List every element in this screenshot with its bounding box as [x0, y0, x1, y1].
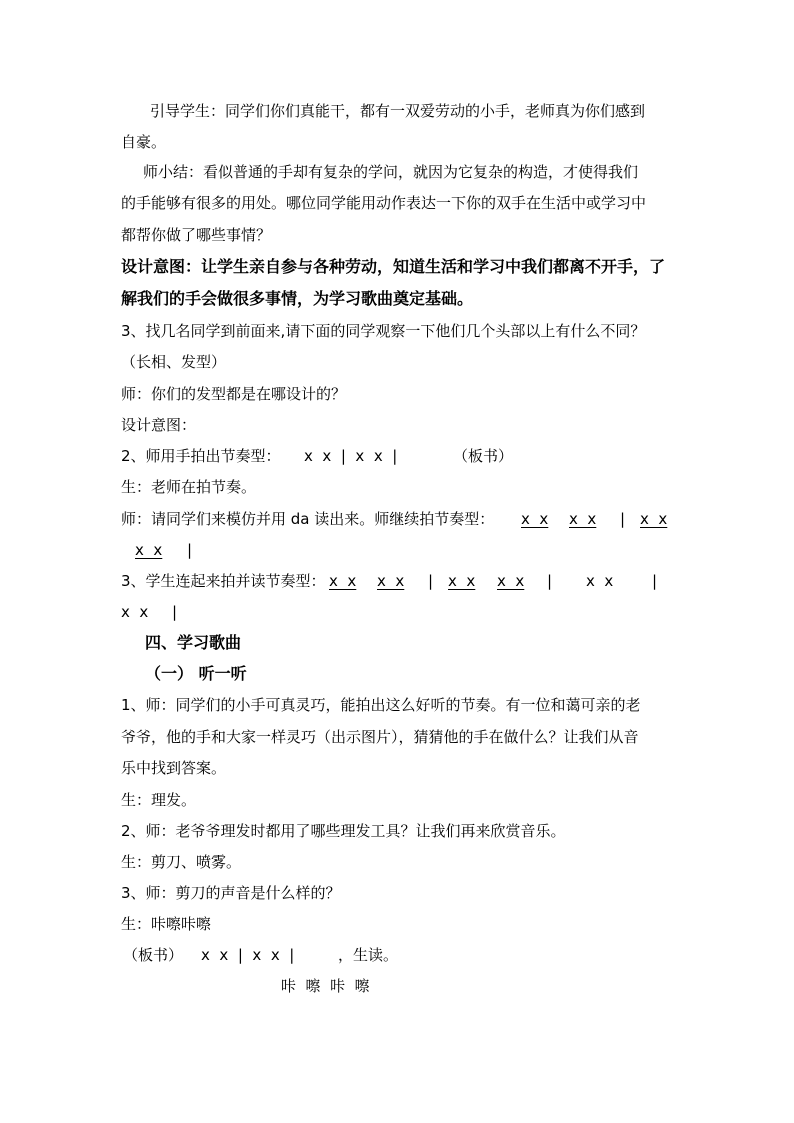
student-read-note: ，生读。: [338, 946, 399, 964]
rhythm-label: 3、学生连起来拍并读节奏型：: [121, 572, 326, 590]
subsection-heading: （一） 听一听: [145, 664, 247, 683]
bar-line: |: [187, 541, 193, 559]
para-line: 生：咔嚓咔嚓: [121, 915, 212, 933]
para-line: 引导学生：同学们你们真能干，都有一双爱劳动的小手，老师真为你们感到: [150, 102, 646, 120]
rhythm-label: 2、师用手拍出节奏型：: [121, 447, 281, 465]
rhythm-note: x x: [497, 572, 525, 590]
para-line: 师小结：看似普通的手却有复杂的学问，就因为它复杂的构造，才使得我们: [143, 163, 639, 181]
bar-line: |: [428, 572, 434, 590]
para-line: 3、师：剪刀的声音是什么样的？: [121, 884, 341, 902]
rhythm-note: x x: [640, 510, 668, 528]
para-line: 2、师：老爷爷理发时都用了哪些理发工具？让我们再来欣赏音乐。: [121, 822, 566, 840]
lyrics-line: 咔 嚓 咔 嚓: [281, 977, 370, 995]
design-intent-bold: 设计意图：让学生亲自参与各种劳动，知道生活和学习中我们都离不开手，了: [121, 257, 666, 276]
bar-line: |: [652, 572, 658, 590]
rhythm-note: x x: [448, 572, 476, 590]
rhythm-note: x x: [121, 603, 149, 621]
section-heading: 四、学习歌曲: [145, 633, 242, 652]
bar-line: |: [172, 603, 178, 621]
para-line: 1、师：同学们的小手可真灵巧，能拍出这么好听的节奏。有一位和蔼可亲的老: [121, 696, 641, 714]
para-line: 师：你们的发型都是在哪设计的？: [121, 385, 347, 403]
design-intent-bold: 解我们的手会做很多事情，为学习歌曲奠定基础。: [121, 289, 474, 308]
para-line: （长相、发型）: [121, 353, 227, 371]
para-line: 的手能够有很多的用处。哪位同学能用动作表达一下你的双手在生活中或学习中: [121, 194, 647, 212]
rhythm-label: 师：请同学们来模仿并用 da 读出来。师继续拍节奏型：: [121, 510, 495, 528]
rhythm-note: x x: [135, 541, 163, 559]
rhythm-note: x x: [377, 572, 405, 590]
rhythm-note: x x: [329, 572, 357, 590]
para-line: 爷爷，他的手和大家一样灵巧（出示图片），猜猜他的手在做什么？让我们从音: [121, 728, 639, 746]
para-line: 都帮你做了哪些事情？: [121, 226, 272, 244]
board-note: （板书）: [123, 946, 184, 964]
board-note: （板书）: [453, 447, 514, 465]
para-line: 设计意图：: [121, 416, 197, 434]
rhythm-line: [121, 446, 681, 466]
rhythm-pattern: x x | x x |: [304, 447, 398, 465]
rhythm-line: [121, 509, 681, 529]
para-line: 生：理发。: [121, 791, 197, 809]
rhythm-line: [121, 571, 681, 591]
rhythm-note: x x: [586, 572, 614, 590]
rhythm-note: x x: [521, 510, 549, 528]
rhythm-pattern: x x | x x |: [201, 946, 295, 964]
para-line: 生：剪刀、喷雾。: [121, 853, 242, 871]
para-line: 3、找几名同学到前面来,请下面的同学观察一下他们几个头部以上有什么不同？: [121, 322, 646, 340]
rhythm-note: x x: [569, 510, 597, 528]
bar-line: |: [547, 572, 553, 590]
para-line: 乐中找到答案。: [121, 759, 227, 777]
para-line: 生：老师在拍节奏。: [121, 478, 257, 496]
bar-line: |: [620, 510, 626, 528]
para-line: 自豪。: [121, 133, 167, 151]
rhythm-line: [123, 945, 683, 965]
